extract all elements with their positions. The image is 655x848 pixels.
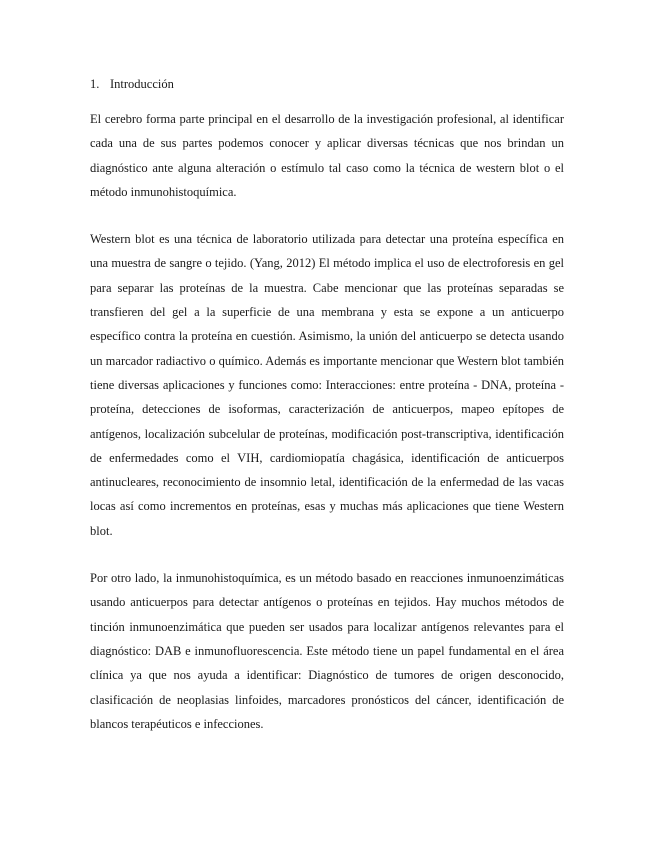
paragraph-western-blot: Western blot es una técnica de laboratorio utilizada para detectar una proteína específica en una muestra de sangre o tejido. (Yang, 2012) El método implica el uso de electroforesis en gel para separar las proteínas de la muestra. Cabe mencionar que las proteínas separadas se transfieren del gel a la superficie de una membrana y esta se expone a un anticuerpo específico contra la proteína en cuestión. Asimismo, la unión del anticuerpo se detecta usando un marcador radiactivo o químico. Además es importante mencionar que Western blot también tiene diversas aplicaciones y funciones como: Interacciones: entre proteína - DNA, proteína - proteína, detecciones de isoformas, caracterización de anticuerpos, mapeo epítopes de antígenos, localización subcelular de proteínas, modificación post-transcriptiva, identificación de enfermedades como el VIH, cardiomiopatía chagásica, identificación de anticuerpos antinucleares, reconocimiento de insomnio letal, identificación de la enfermedad de las vacas locas así como incrementos en proteínas, esas y muchas más aplicaciones que tiene Western blot. <box>90 232 564 538</box>
paragraph-immunohistochemistry: Por otro lado, la inmunohistoquímica, es un método basado en reacciones inmunoenzimáticas usando anticuerpos para detectar antígenos o proteínas en tejidos. Hay muchos métodos de tinción inmunoenzimática que pueden ser usados para localizar antígenos relevantes para el diagnóstico: DAB e inmunofluorescencia. Este método tiene un papel fundamental en el área clínica ya que nos ayuda a identificar: Diagnóstico de tumores de origen desconocido, clasificación de neoplasias linfoides, marcadores pronósticos del cáncer, identificación de blancos terapéuticos e infecciones. <box>90 571 564 731</box>
section-title: Introducción <box>110 77 174 91</box>
document-page <box>90 74 564 759</box>
section-number: 1. <box>90 77 100 91</box>
paragraph-intro: El cerebro forma parte principal en el desarrollo de la investigación profesional, al identificar cada una de sus partes podemos conocer y aplicar diversas técnicas que nos brindan un diagnóstico ante alguna alteración o estímulo tal caso como la técnica de western blot o el método inmunohistoquímica. <box>90 112 564 199</box>
section-heading <box>90 74 564 94</box>
